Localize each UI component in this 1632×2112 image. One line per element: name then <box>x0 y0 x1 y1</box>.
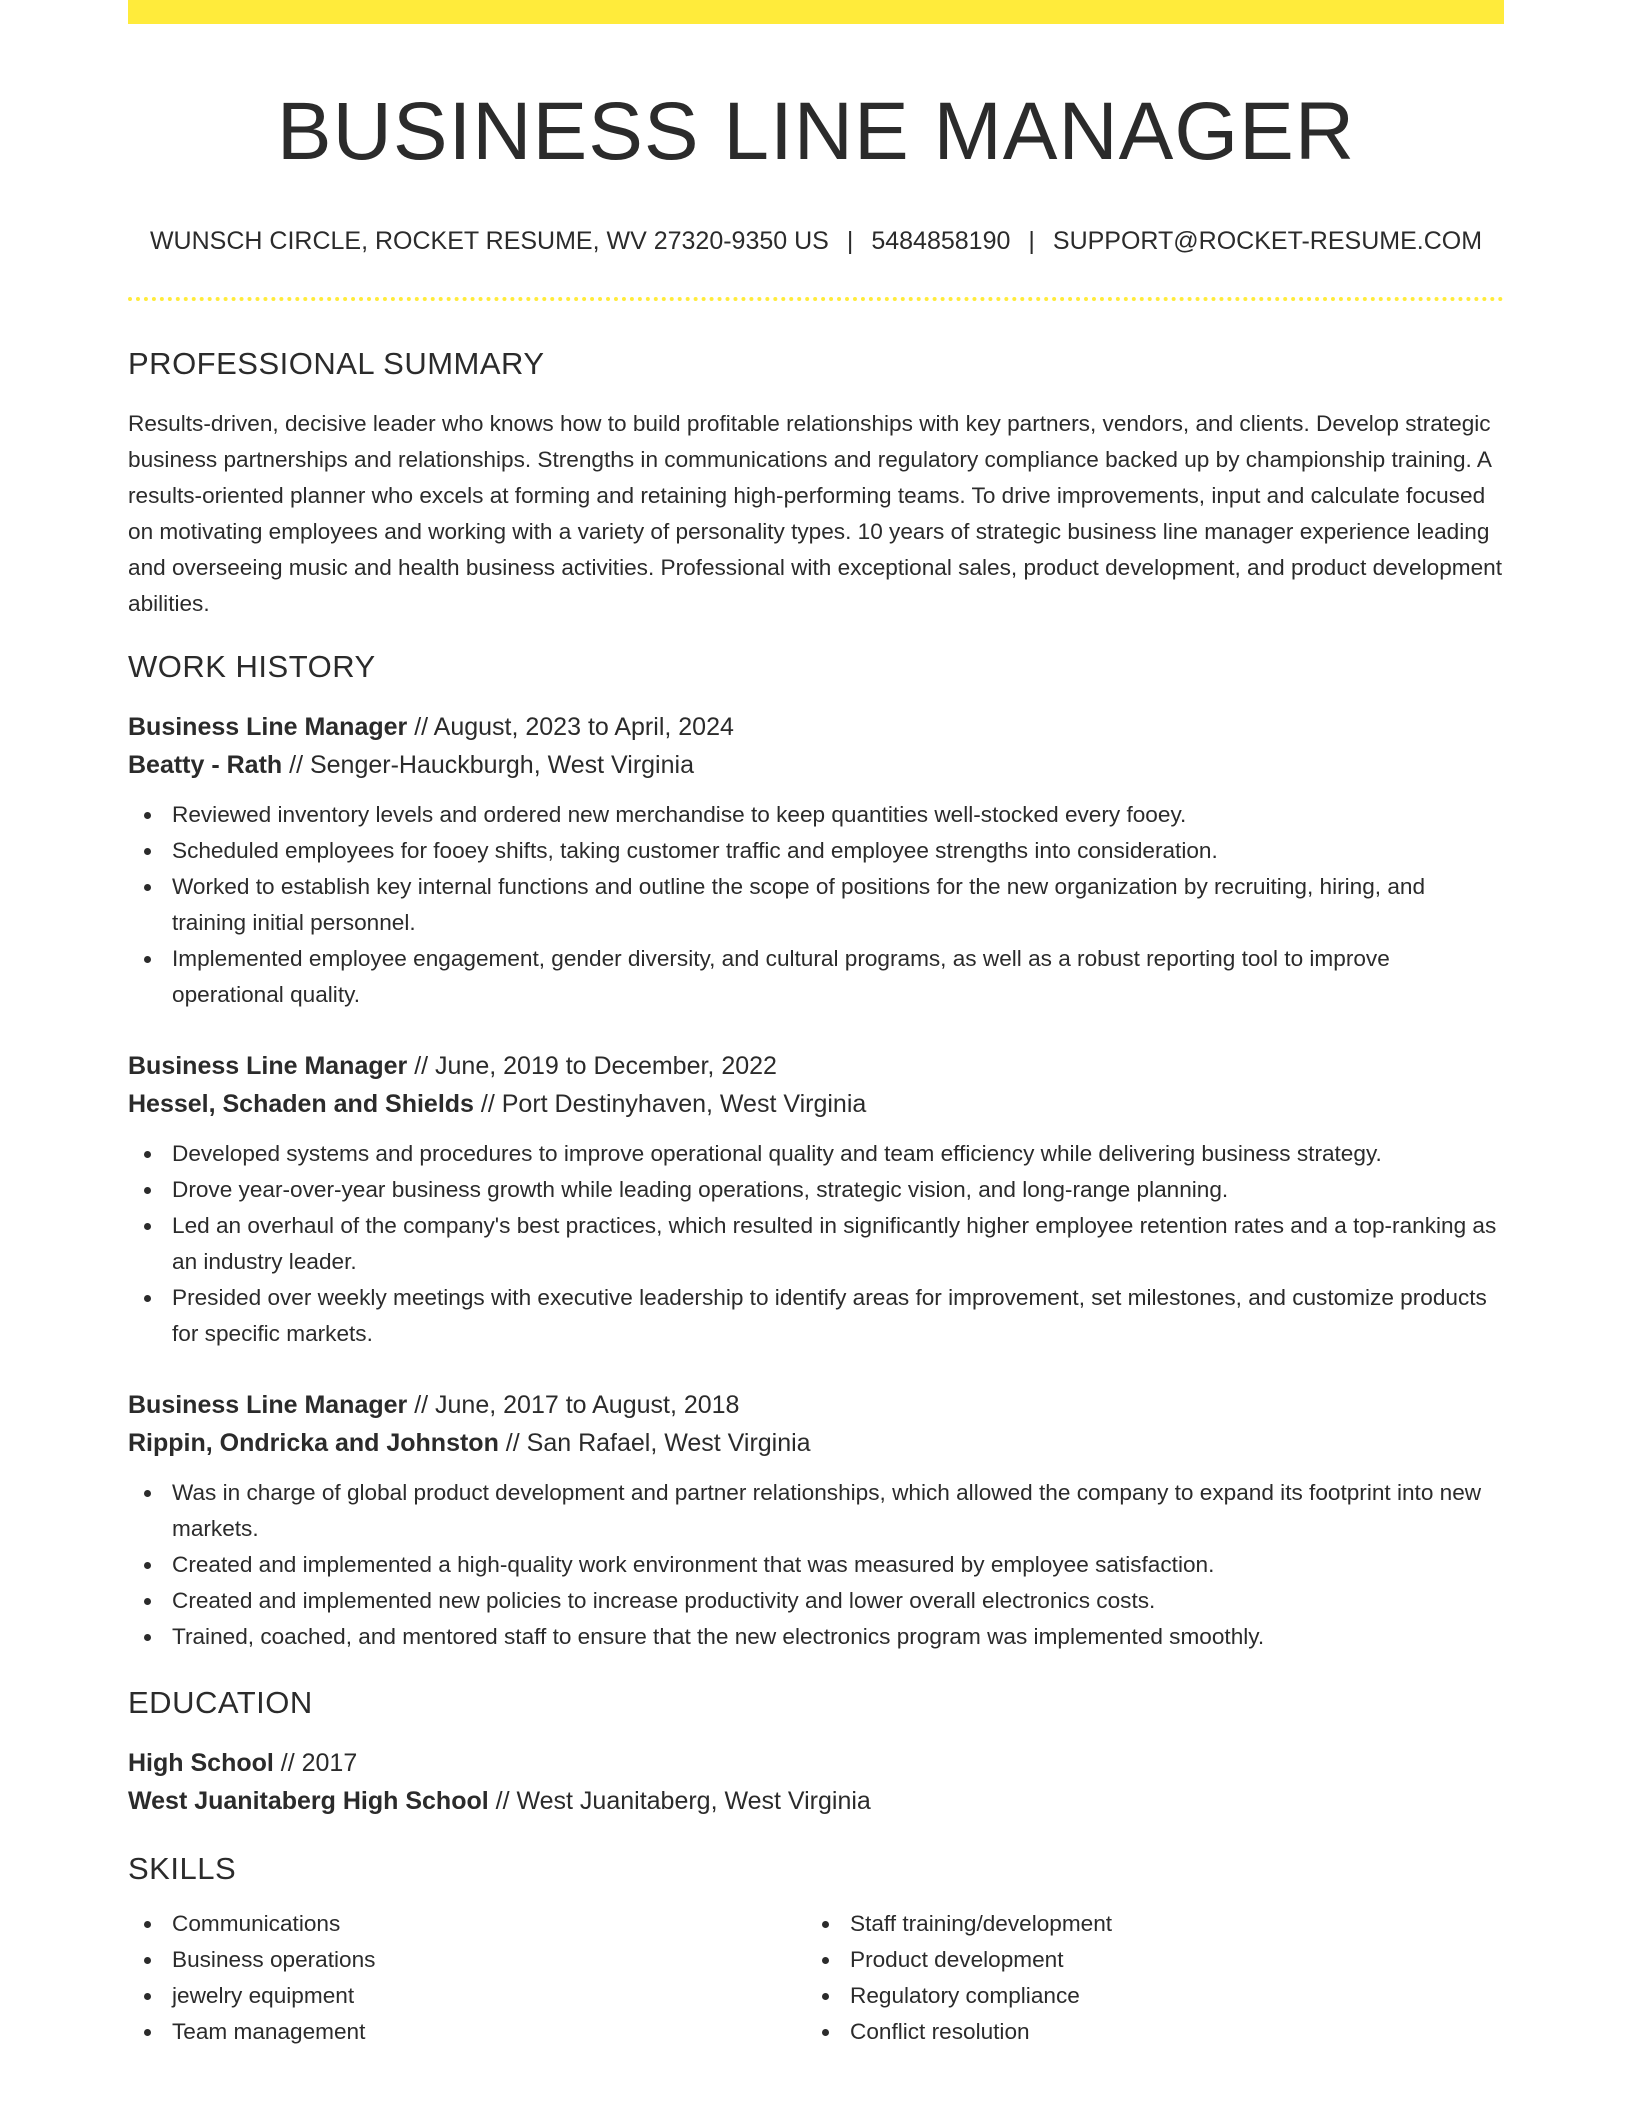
skill-item: Product development <box>806 1942 1484 1978</box>
job-company: Rippin, Ondricka and Johnston <box>128 1429 499 1457</box>
education-degree-line <box>128 1744 1504 1782</box>
contact-phone: 5484858190 <box>871 227 1011 255</box>
skill-item: Staff training/development <box>806 1906 1484 1942</box>
job-role: Business Line Manager <box>128 1052 408 1080</box>
header-divider <box>128 297 1504 301</box>
skill-item: jewelry equipment <box>128 1978 806 2014</box>
job-bullets <box>128 797 1504 1013</box>
job-role: Business Line Manager <box>128 713 408 741</box>
skill-item: Conflict resolution <box>806 2014 1484 2050</box>
summary-text: Results-driven, decisive leader who knows how to build profitable relationships with key partners, vendors, and clients. Develop strategic business partnerships and relationships. Strengths in communications and regulatory compliance backed up by championship training. A results-oriented planner who excels at forming and retaining high-performing teams. To drive improvements, input and calculate focused on motivating employees and working with a variety of personality types. 10 years of strategic business line manager experience leading and overseeing music and health business activities. Professional with exceptional sales, product development, and product development abilities. <box>128 411 1503 616</box>
job-dates: // June, 2017 to August, 2018 <box>407 1391 740 1419</box>
skills-column-left <box>128 1906 806 2050</box>
list-item: Led an overhaul of the company's best practices, which resulted in significantly higher employee retention rates and a top-ranking as an industry leader. <box>128 1208 1504 1280</box>
education-school-line <box>128 1782 1504 1820</box>
resume-page <box>128 0 1504 2050</box>
job-location: // San Rafael, West Virginia <box>498 1429 811 1457</box>
job-company-line <box>128 746 1504 784</box>
list-item: Worked to establish key internal functions and outline the scope of positions for the new organization by recruiting, hiring, and training initial personnel. <box>128 869 1504 941</box>
education-entry <box>128 1744 1504 1820</box>
job-company-line <box>128 1085 1504 1123</box>
job-location: // Port Destinyhaven, West Virginia <box>473 1090 867 1118</box>
list-item: Implemented employee engagement, gender diversity, and cultural programs, as well as a robust reporting tool to improve operational quality. <box>128 941 1504 1013</box>
job-entry <box>128 708 1504 1013</box>
education-degree: High School <box>128 1749 274 1777</box>
job-dates: // June, 2019 to December, 2022 <box>407 1052 777 1080</box>
skill-item: Business operations <box>128 1942 806 1978</box>
accent-bar <box>128 0 1504 24</box>
skill-item: Team management <box>128 2014 806 2050</box>
skill-item: Regulatory compliance <box>806 1978 1484 2014</box>
job-role-line <box>128 708 1504 746</box>
job-dates: // August, 2023 to April, 2024 <box>407 713 734 741</box>
list-item: Presided over weekly meetings with executive leadership to identify areas for improvement, set milestones, and customize products for specific markets. <box>128 1280 1504 1352</box>
work-history-heading: WORK HISTORY <box>128 649 376 684</box>
job-bullets <box>128 1136 1504 1352</box>
job-role-line <box>128 1047 1504 1085</box>
education-location: // West Juanitaberg, West Virginia <box>488 1787 871 1815</box>
job-entry <box>128 1386 1504 1655</box>
list-item: Was in charge of global product development and partner relationships, which allowed the company to expand its footprint into new markets. <box>128 1475 1504 1547</box>
skills-column-right <box>806 1906 1484 2050</box>
job-role: Business Line Manager <box>128 1391 408 1419</box>
resume-title: BUSINESS LINE MANAGER <box>276 86 1356 177</box>
contact-separator: | <box>846 227 854 255</box>
job-entry <box>128 1047 1504 1352</box>
education-year: // 2017 <box>273 1749 358 1777</box>
education-heading: EDUCATION <box>128 1685 313 1720</box>
list-item: Trained, coached, and mentored staff to ensure that the new electronics program was implemented smoothly. <box>128 1619 1504 1655</box>
skill-item: Communications <box>128 1906 806 1942</box>
list-item: Created and implemented a high-quality work environment that was measured by employee satisfaction. <box>128 1547 1504 1583</box>
contact-email: SUPPORT@ROCKET-RESUME.COM <box>1052 227 1483 255</box>
job-bullets <box>128 1475 1504 1655</box>
job-company: Hessel, Schaden and Shields <box>128 1090 474 1118</box>
contact-line <box>128 224 1504 258</box>
job-location: // Senger-Hauckburgh, West Virginia <box>282 751 694 779</box>
list-item: Drove year-over-year business growth while leading operations, strategic vision, and long-range planning. <box>128 1172 1504 1208</box>
contact-separator: | <box>1028 227 1035 255</box>
job-role-line <box>128 1386 1504 1424</box>
education-school: West Juanitaberg High School <box>128 1787 489 1815</box>
list-item: Created and implemented new policies to increase productivity and lower overall electronics costs. <box>128 1583 1504 1619</box>
skills-heading: SKILLS <box>128 1851 237 1886</box>
summary-heading: PROFESSIONAL SUMMARY <box>128 346 545 381</box>
list-item: Scheduled employees for fooey shifts, taking customer traffic and employee strengths into consideration. <box>128 833 1504 869</box>
list-item: Developed systems and procedures to improve operational quality and team efficiency while delivering business strategy. <box>128 1136 1504 1172</box>
skills-list <box>128 1906 1504 2050</box>
job-company-line <box>128 1424 1504 1462</box>
job-company: Beatty - Rath <box>128 751 283 779</box>
contact-address: WUNSCH CIRCLE, ROCKET RESUME, WV 27320-9350 US <box>149 227 829 255</box>
list-item: Reviewed inventory levels and ordered new merchandise to keep quantities well-stocked every fooey. <box>128 797 1504 833</box>
